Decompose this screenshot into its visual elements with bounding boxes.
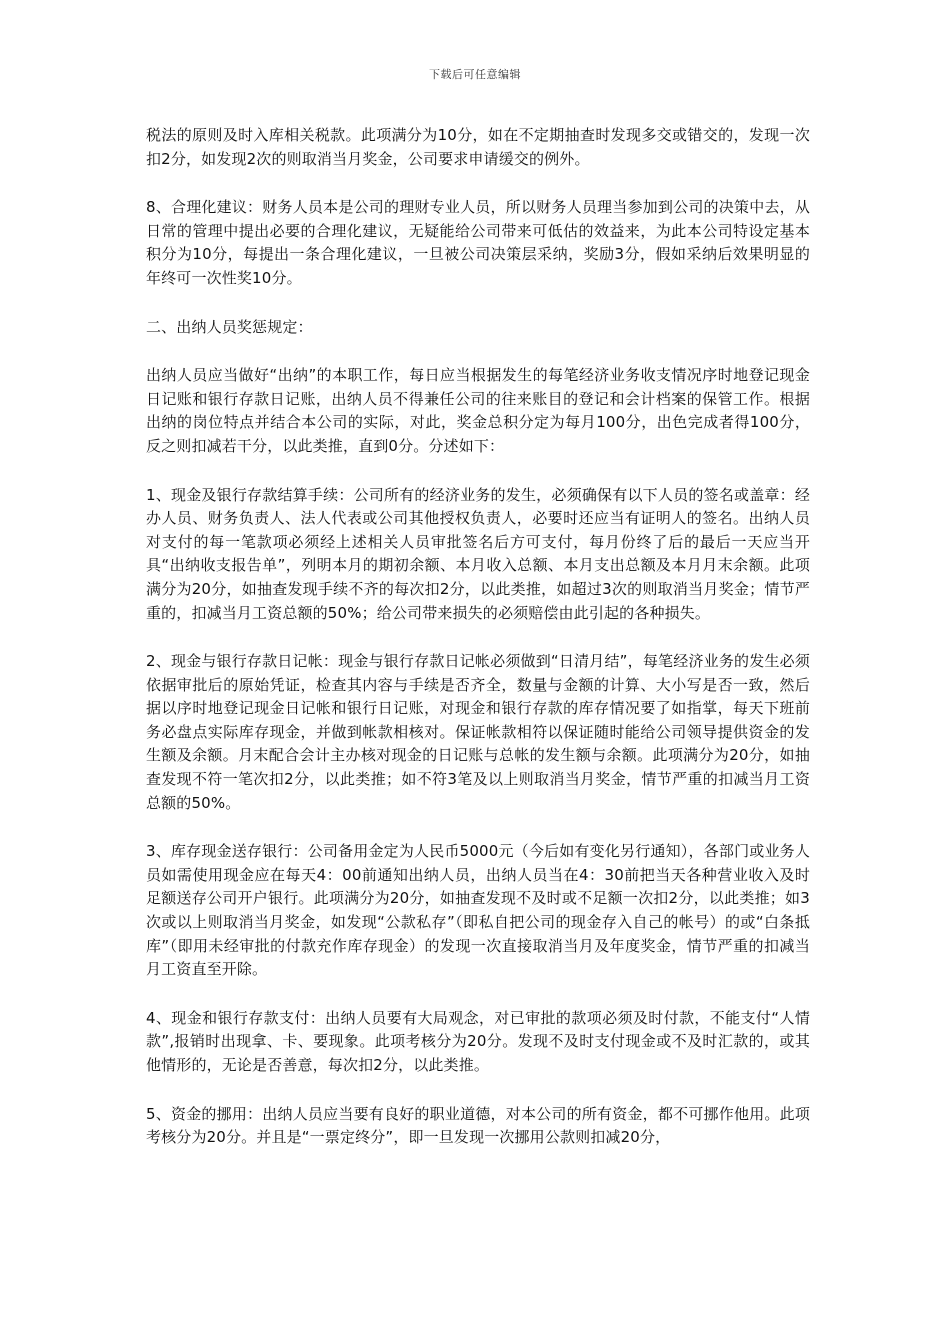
- paragraph-fund-misappropriation: 5、资金的挪用：出纳人员应当要有良好的职业道德，对本公司的所有资金，都不可挪作他用。此项考核分为20分。并且是“一票定终分”，即一旦发现一次挪用公款则扣减20分，: [146, 1104, 810, 1147]
- section-heading-cashier-rules: 二、出纳人员奖惩规定：: [146, 317, 313, 336]
- paragraph-cash-payment: 4、现金和银行存款支付：出纳人员要有大局观念，对已审批的款项必须及时付款，不能支付“人情款”,报销时出现拿、卡、要现象。此项考核分为20分。发现不及时支付现金或不及时汇款的，或其他情形的，无论是否善意，每次扣2分，以此类推。: [146, 1008, 810, 1074]
- page-header: 下载后可任意编辑: [429, 68, 521, 81]
- paragraph-cash-deposit: 3、库存现金送存银行：公司备用金定为人民币5000元（今后如有变化另行通知），各部门或业务人员如需使用现金应在每天4：00前通知出纳人员，出纳人员当在4：30前把当天各种营业收入及时足额送存公司开户银行。此项满分为20分，如抽查发现不及时或不足额一次扣2分，以此类推；如3次或以上则取消当月奖金，如发现“公款私存”（即私自把公司的现金存入自己的帐号）的或“白条抵库”（即用未经审批的付款充作库存现金）的发现一次直接取消当月及年度奖金，情节严重的扣减当月工资直至开除。: [146, 842, 810, 979]
- paragraph-tax-payment: 税法的原则及时入库相关税款。此项满分为10分，如在不定期抽查时发现多交或错交的，发现一次扣2分，如发现2次的则取消当月奖金，公司要求申请缓交的例外。: [146, 126, 810, 168]
- paragraph-cash-bank-journal: 2、现金与银行存款日记帐：现金与银行存款日记帐必须做到“日清月结”，每笔经济业务的发生必须依据审批后的原始凭证，检查其内容与手续是否齐全，数量与金额的计算、大小写是否一致，然后据以序时地登记现金日记帐和银行日记账，对现金和银行存款的库存情况要了如指掌，每天下班前务必盘点实际库存现金，并做到帐款相核对。保证帐款相符以保证随时能给公司领导提供资金的发生额及余额。月末配合会计主办核对现金的日记账与总帐的发生额与余额。此项满分为20分，如抽查发现不符一笔次扣2分，以此类推；如不符3笔及以上则取消当月奖金，情节严重的扣减当月工资总额的50%。: [146, 652, 810, 812]
- document-body: [146, 124, 810, 1175]
- paragraph-cashier-intro: 出纳人员应当做好“出纳”的本职工作，每日应当根据发生的每笔经济业务收支情况序时地登记现金日记账和银行存款日记账，出纳人员不得兼任公司的往来账目的登记和会计档案的保管工作。根据出纳的岗位特点并结合本公司的实际，对此，奖金总积分定为每月100分，出色完成者得100分，反之则扣减若干分，以此类推，直到0分。分述如下：: [146, 366, 810, 455]
- paragraph-settlement-procedures: 1、现金及银行存款结算手续：公司所有的经济业务的发生，必须确保有以下人员的签名或盖章：经办人员、财务负责人、法人代表或公司其他授权负责人，必要时还应当有证明人的签名。出纳人员对支付的每一笔款项必须经上述相关人员审批签名后方可支付，每月份终了后的最后一天应当开具“出纳收支报告单”，列明本月的期初余额、本月收入总额、本月支出总额及本月月末余额。此项满分为20分，如抽查发现手续不齐的每次扣2分，以此类推，如超过3次的则取消当月奖金；情节严重的，扣减当月工资总额的50%；给公司带来损失的必须赔偿由此引起的各种损失。: [146, 485, 810, 622]
- paragraph-rationalization-suggestions: 8、合理化建议：财务人员本是公司的理财专业人员，所以财务人员理当参加到公司的决策中去，从日常的管理中提出必要的合理化建议，无疑能给公司带来可低估的效益来，为此本公司特设定基本积分为10分，每提出一条合理化建议，一旦被公司决策层采纳，奖励3分，假如采纳后效果明显的年终可一次性奖10分。: [146, 198, 810, 287]
